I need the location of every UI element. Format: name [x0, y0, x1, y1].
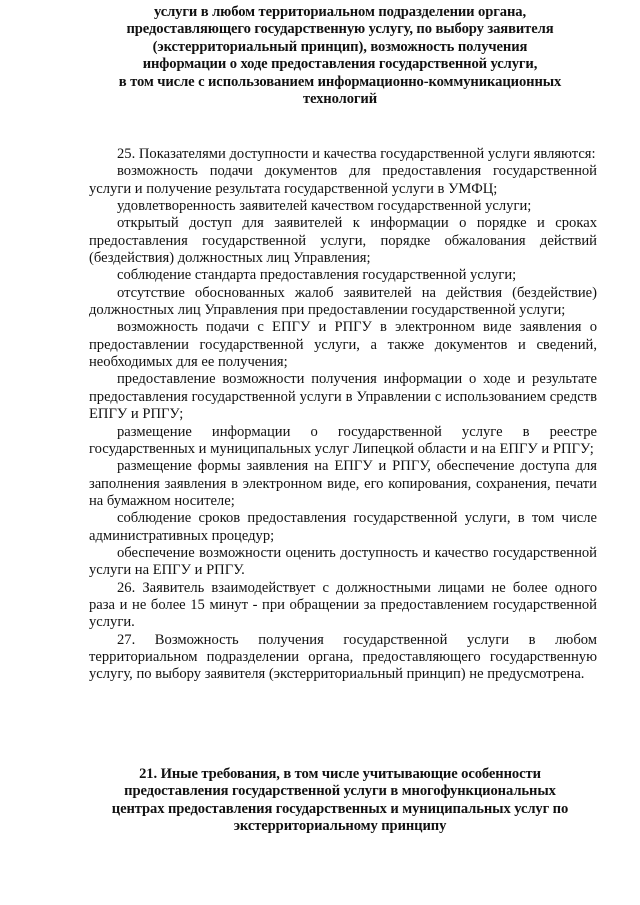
paragraph-item: отсутствие обоснованных жалоб заявителей на действия (бездействие) должностных лиц Управления при предоставлении государственной услуги;	[89, 284, 597, 319]
heading-line: экстерриториальному принципу	[233, 818, 447, 835]
section-heading-continued	[80, 4, 600, 108]
heading-line: услуги в любом территориальном подразделении органа,	[153, 4, 527, 20]
paragraph-clause-26: 26. Заявитель взаимодействует с должностными лицами не более одного раза и не более 15 минут - при обращении за предоставлением государственной услуги.	[89, 579, 597, 631]
heading-line: технологий	[302, 91, 378, 108]
paragraph-item: предоставление возможности получения информации о ходе и результате предоставления государственной услуги в Управлении с использованием средств ЕПГУ и РПГУ;	[89, 371, 597, 423]
paragraph-clause-27: 27. Возможность получения государственной услуги в любом территориальном подразделении органа, предоставляющего государственную услугу, по выбору заявителя (экстерриториальный принцип) не предусмотрена.	[89, 631, 597, 683]
heading-line: 21. Иные требования, в том числе учитывающие особенности	[139, 766, 541, 782]
heading-line: (экстерриториальный принцип), возможность получения	[152, 38, 528, 55]
heading-line: информации о ходе предоставления государственной услуги,	[142, 56, 538, 73]
paragraph-item: размещение формы заявления на ЕПГУ и РПГУ, обеспечение доступа для заполнения заявления в электронном виде, его копирования, сохранения, печати на бумажном носителе;	[89, 458, 597, 509]
heading-line: центрах предоставления государственных и муниципальных услуг по	[111, 800, 569, 817]
paragraph-item: соблюдение стандарта предоставления государственной услуги;	[117, 267, 517, 284]
document-body	[89, 146, 597, 684]
paragraph-item: открытый доступ для заявителей к информации о порядке и сроках предоставления государственной услуги, порядке обжалования действий (бездействия) должностных лиц Управления;	[89, 215, 597, 267]
paragraph-item: возможность подачи с ЕПГУ и РПГУ в электронном виде заявления о предоставлении государственной услуги, а также документов и сведений, необходимых для ее получения;	[89, 319, 597, 371]
paragraph-item: соблюдение сроков предоставления государственной услуги, в том числе административных процедур;	[89, 510, 597, 544]
heading-line: предоставляющего государственную услугу, по выбору заявителя	[126, 21, 554, 38]
paragraph-clause-25: 25. Показателями доступности и качества государственной услуги являются:	[117, 146, 596, 162]
heading-line: в том числе с использованием информационно-коммуникационных	[118, 73, 562, 90]
paragraph-item: возможность подачи документов для предоставления государственной услуги и получение результата государственной услуги в УМФЦ;	[89, 163, 597, 197]
paragraph-item: размещение информации о государственной услуге в реестре государственных и муниципальных услуг Липецкой области и на ЕПГУ и РПГУ;	[89, 423, 597, 457]
paragraph-item: удовлетворенность заявителей качеством государственной услуги;	[117, 198, 532, 215]
paragraph-item: обеспечение возможности оценить доступность и качество государственной услуги на ЕПГУ и РПГУ.	[89, 544, 597, 579]
section-heading-21	[80, 766, 600, 836]
heading-line: предоставления государственной услуги в многофункциональных	[124, 783, 556, 800]
